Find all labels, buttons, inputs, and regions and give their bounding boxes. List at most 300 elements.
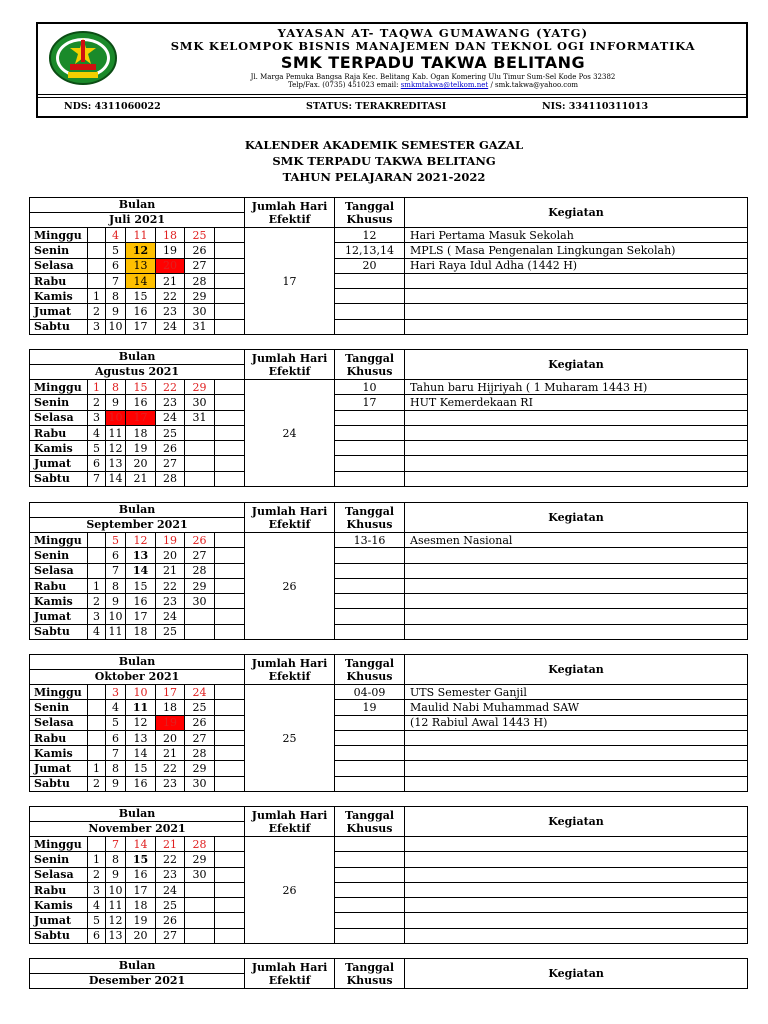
day-row [30, 273, 748, 288]
day-name: Selasa [30, 715, 88, 730]
date-cell: 5 [106, 533, 126, 548]
date-cell: 6 [88, 456, 106, 471]
day-name: Selasa [30, 867, 88, 882]
activity-text [405, 882, 748, 897]
date-cell-empty [215, 273, 245, 288]
date-cell: 20 [126, 456, 156, 471]
date-cell: 7 [88, 471, 106, 486]
month-title-cell [30, 959, 245, 989]
month-title-cell [30, 807, 245, 837]
date-cell-empty [215, 609, 245, 624]
special-date-value [335, 304, 405, 319]
special-date-label-2: Khusus [346, 517, 393, 531]
date-cell-empty [215, 746, 245, 761]
effective-days-header [245, 503, 335, 533]
special-date-value [335, 882, 405, 897]
date-cell: 14 [126, 563, 156, 578]
activity-header: Kegiatan [405, 959, 748, 989]
activity-text [405, 746, 748, 761]
special-date-value [335, 609, 405, 624]
date-cell-empty [215, 319, 245, 334]
title-line1: KALENDER AKADEMIK SEMESTER GAZAL [244, 138, 524, 152]
day-row [30, 730, 748, 745]
activity-header: Kegiatan [405, 350, 748, 380]
date-cell: 21 [156, 837, 185, 852]
date-cell: 30 [185, 304, 215, 319]
activity-text: HUT Kemerdekaan RI [405, 395, 748, 410]
activity-text: Asesmen Nasional [405, 533, 748, 548]
date-cell: 4 [88, 898, 106, 913]
date-cell-empty [215, 913, 245, 928]
date-cell: 10 [106, 319, 126, 334]
month-title-cell [30, 350, 245, 380]
effective-label-1: Jumlah Hari [251, 808, 328, 822]
day-row [30, 852, 748, 867]
effective-label-1: Jumlah Hari [251, 656, 328, 670]
special-date-value [335, 471, 405, 486]
date-cell: 28 [185, 563, 215, 578]
date-cell: 18 [156, 700, 185, 715]
special-date-header [335, 959, 405, 989]
bulan-label: Bulan [30, 198, 244, 213]
date-cell: 1 [88, 578, 106, 593]
special-date-value: 12,13,14 [335, 243, 405, 258]
date-cell: 13 [106, 456, 126, 471]
special-date-value [335, 441, 405, 456]
date-cell: 5 [106, 715, 126, 730]
month-title-cell [30, 655, 245, 685]
date-cell: 7 [106, 273, 126, 288]
effective-days-header [245, 959, 335, 989]
date-cell: 27 [185, 730, 215, 745]
email-link[interactable]: smkmtakwa@telkom.net [400, 81, 489, 89]
date-cell: 25 [185, 228, 215, 243]
date-cell: 28 [185, 746, 215, 761]
day-name: Jumat [30, 609, 88, 624]
date-cell: 3 [88, 609, 106, 624]
day-row [30, 471, 748, 486]
date-cell-empty [215, 471, 245, 486]
date-cell: 21 [126, 471, 156, 486]
date-cell: 5 [106, 243, 126, 258]
activity-text [405, 609, 748, 624]
day-name: Rabu [30, 578, 88, 593]
day-name: Minggu [30, 228, 88, 243]
date-cell: 20 [156, 548, 185, 563]
date-cell: 8 [106, 578, 126, 593]
special-date-value: 13-16 [335, 533, 405, 548]
special-date-label-1: Tanggal [345, 351, 395, 365]
date-cell: 1 [88, 289, 106, 304]
day-name: Senin [30, 700, 88, 715]
activity-text: UTS Semester Ganjil [405, 685, 748, 700]
date-cell [185, 913, 215, 928]
school-contact [126, 81, 740, 89]
date-cell: 7 [106, 563, 126, 578]
bulan-label: Bulan [30, 655, 244, 670]
month-table [29, 197, 748, 335]
date-cell-empty [215, 882, 245, 897]
special-date-value [335, 898, 405, 913]
date-cell: 5 [88, 441, 106, 456]
day-name: Selasa [30, 258, 88, 273]
date-cell: 15 [126, 852, 156, 867]
activity-text [405, 928, 748, 943]
date-cell-empty [215, 761, 245, 776]
date-cell-empty [215, 228, 245, 243]
month-table [29, 349, 748, 487]
month-name: September 2021 [86, 518, 188, 531]
date-cell: 22 [156, 578, 185, 593]
contact-email2: / smk.takwa@yahoo.com [490, 81, 579, 89]
day-row [30, 563, 748, 578]
date-cell: 12 [126, 533, 156, 548]
date-cell: 23 [156, 395, 185, 410]
month-title-cell [30, 503, 245, 533]
day-row [30, 882, 748, 897]
date-cell: 9 [106, 395, 126, 410]
date-cell-empty [215, 395, 245, 410]
date-cell: 26 [156, 913, 185, 928]
school-logo-icon [48, 30, 118, 86]
effective-days-value: 17 [245, 228, 335, 335]
month-table [29, 502, 748, 640]
date-cell: 26 [185, 243, 215, 258]
date-cell [88, 700, 106, 715]
date-cell: 21 [156, 563, 185, 578]
bulan-label: Bulan [30, 807, 244, 822]
day-name: Sabtu [30, 471, 88, 486]
activity-text [405, 441, 748, 456]
day-row [30, 380, 748, 395]
date-cell: 16 [126, 594, 156, 609]
month-title-cell [30, 198, 245, 228]
month-table [29, 806, 748, 944]
day-row [30, 533, 748, 548]
day-name: Sabtu [30, 776, 88, 791]
date-cell: 8 [106, 289, 126, 304]
special-date-value [335, 410, 405, 425]
school-name: SMK TERPADU TAKWA BELITANG [280, 53, 586, 72]
activity-text [405, 410, 748, 425]
date-cell: 21 [156, 273, 185, 288]
day-name: Senin [30, 243, 88, 258]
date-cell: 27 [185, 548, 215, 563]
special-date-value [335, 289, 405, 304]
special-date-value [335, 624, 405, 639]
date-cell-empty [215, 594, 245, 609]
day-row [30, 609, 748, 624]
special-date-value [335, 837, 405, 852]
date-cell: 10 [106, 882, 126, 897]
day-row [30, 548, 748, 563]
date-cell: 29 [185, 761, 215, 776]
date-cell: 24 [156, 882, 185, 897]
date-cell: 11 [106, 425, 126, 440]
date-cell: 25 [185, 700, 215, 715]
activity-text [405, 594, 748, 609]
day-name: Jumat [30, 456, 88, 471]
day-row [30, 776, 748, 791]
date-cell: 25 [156, 624, 185, 639]
date-cell: 3 [88, 319, 106, 334]
month-table [29, 958, 748, 989]
date-cell: 10 [106, 410, 126, 425]
activity-text [405, 761, 748, 776]
special-date-header [335, 503, 405, 533]
date-cell: 19 [126, 913, 156, 928]
effective-label-1: Jumlah Hari [251, 504, 328, 518]
activity-text: (12 Rabiul Awal 1443 H) [405, 715, 748, 730]
date-cell: 22 [156, 761, 185, 776]
contact-prefix: Telp/Fax. (0735) 451023 email: [287, 81, 399, 89]
date-cell [88, 243, 106, 258]
date-cell: 1 [88, 761, 106, 776]
date-cell-empty [215, 578, 245, 593]
date-cell: 19 [156, 715, 185, 730]
special-date-label-1: Tanggal [345, 504, 394, 518]
date-cell: 6 [106, 548, 126, 563]
date-cell: 23 [156, 594, 185, 609]
date-cell-empty [215, 410, 245, 425]
date-cell: 24 [156, 319, 185, 334]
date-cell: 2 [88, 776, 106, 791]
day-row [30, 685, 748, 700]
day-row [30, 913, 748, 928]
date-cell: 16 [126, 776, 156, 791]
effective-days-header [245, 807, 335, 837]
date-cell [185, 609, 215, 624]
date-cell: 4 [88, 624, 106, 639]
date-cell: 19 [126, 441, 156, 456]
special-date-value [335, 913, 405, 928]
date-cell: 14 [126, 837, 156, 852]
date-cell-empty [215, 441, 245, 456]
date-cell: 29 [185, 380, 215, 395]
date-cell: 20 [126, 928, 156, 943]
activity-text: Hari Pertama Masuk Sekolah [405, 228, 748, 243]
date-cell: 30 [185, 776, 215, 791]
date-cell: 23 [156, 304, 185, 319]
date-cell: 22 [156, 380, 185, 395]
date-cell: 11 [126, 228, 156, 243]
letterhead [36, 22, 748, 118]
effective-days-header [245, 350, 335, 380]
date-cell: 19 [156, 533, 185, 548]
date-cell [88, 746, 106, 761]
bulan-label: Bulan [30, 959, 244, 974]
month-header-row [30, 198, 748, 228]
effective-days-value: 25 [245, 685, 335, 792]
day-row [30, 425, 748, 440]
date-cell: 3 [88, 410, 106, 425]
date-cell: 21 [156, 746, 185, 761]
month-header-row [30, 503, 748, 533]
date-cell [185, 882, 215, 897]
special-date-value: 19 [335, 700, 405, 715]
date-cell: 16 [126, 867, 156, 882]
day-name: Sabtu [30, 928, 88, 943]
date-cell-empty [215, 837, 245, 852]
date-cell-empty [215, 533, 245, 548]
day-name: Kamis [30, 289, 88, 304]
activity-header: Kegiatan [405, 198, 748, 228]
special-date-value [335, 852, 405, 867]
date-cell: 8 [106, 852, 126, 867]
month-name: Oktober 2021 [94, 670, 180, 683]
date-cell: 10 [106, 609, 126, 624]
date-cell: 12 [106, 441, 126, 456]
effective-days-header [245, 198, 335, 228]
activity-text [405, 852, 748, 867]
date-cell [185, 425, 215, 440]
special-date-value: 04-09 [335, 685, 405, 700]
day-row [30, 319, 748, 334]
activity-text [405, 898, 748, 913]
date-cell: 15 [126, 578, 156, 593]
special-date-label-2: Khusus [346, 364, 393, 378]
letterhead-divider [38, 97, 746, 98]
activity-text [405, 456, 748, 471]
day-name: Sabtu [30, 624, 88, 639]
date-cell-empty [215, 928, 245, 943]
date-cell: 25 [156, 425, 185, 440]
date-cell: 14 [126, 273, 156, 288]
day-name: Jumat [30, 761, 88, 776]
date-cell: 14 [106, 471, 126, 486]
month-name: Juli 2021 [109, 213, 166, 226]
special-date-value [335, 715, 405, 730]
month-name: Agustus 2021 [94, 365, 180, 378]
special-date-header [335, 350, 405, 380]
month-header-row [30, 655, 748, 685]
effective-label-1: Jumlah Hari [251, 199, 328, 213]
school-ids [38, 99, 746, 116]
date-cell: 5 [88, 913, 106, 928]
date-cell: 24 [156, 410, 185, 425]
activity-header: Kegiatan [405, 503, 748, 533]
day-row [30, 258, 748, 273]
day-row [30, 700, 748, 715]
date-cell: 14 [126, 746, 156, 761]
date-cell: 6 [106, 730, 126, 745]
date-cell: 29 [185, 578, 215, 593]
date-cell: 10 [126, 685, 156, 700]
date-cell: 13 [126, 548, 156, 563]
bulan-label: Bulan [30, 350, 244, 365]
activity-text [405, 578, 748, 593]
date-cell-empty [215, 776, 245, 791]
day-name: Rabu [30, 730, 88, 745]
school-group: SMK KELOMPOK BISNIS MANAJEMEN DAN TEKNOL OGI INFORMATIKA [170, 39, 696, 53]
month-header-row [30, 959, 748, 989]
month-table [29, 654, 748, 792]
day-name: Jumat [30, 304, 88, 319]
date-cell [88, 533, 106, 548]
date-cell [88, 837, 106, 852]
date-cell [88, 548, 106, 563]
special-date-label-1: Tanggal [345, 199, 394, 213]
date-cell-empty [215, 715, 245, 730]
effective-label-1: Jumlah Hari [251, 960, 328, 974]
special-date-header [335, 655, 405, 685]
activity-text [405, 471, 748, 486]
accreditation-status: STATUS: TERAKREDITASI [306, 101, 447, 112]
date-cell: 28 [185, 273, 215, 288]
date-cell: 13 [126, 730, 156, 745]
date-cell: 9 [106, 776, 126, 791]
effective-label-2: Efektif [268, 517, 311, 531]
activity-text [405, 776, 748, 791]
day-row [30, 243, 748, 258]
effective-label-1: Jumlah Hari [251, 351, 328, 365]
date-cell-empty [215, 867, 245, 882]
special-date-header [335, 198, 405, 228]
date-cell [88, 563, 106, 578]
nds-number: NDS: 4311060022 [64, 101, 161, 112]
effective-days-header [245, 655, 335, 685]
date-cell: 4 [106, 228, 126, 243]
special-date-header [335, 807, 405, 837]
date-cell: 6 [106, 258, 126, 273]
date-cell-empty [215, 243, 245, 258]
activity-text [405, 913, 748, 928]
special-date-value [335, 273, 405, 288]
date-cell: 8 [106, 380, 126, 395]
date-cell [185, 898, 215, 913]
special-date-value [335, 456, 405, 471]
date-cell [185, 928, 215, 943]
day-name: Kamis [30, 898, 88, 913]
date-cell: 12 [126, 715, 156, 730]
date-cell-empty [215, 700, 245, 715]
day-name: Sabtu [30, 319, 88, 334]
effective-label-2: Efektif [268, 212, 311, 226]
date-cell-empty [215, 852, 245, 867]
date-cell: 16 [126, 304, 156, 319]
special-date-label-2: Khusus [346, 821, 393, 835]
date-cell: 1 [88, 852, 106, 867]
date-cell: 11 [106, 898, 126, 913]
day-row [30, 578, 748, 593]
activity-header: Kegiatan [405, 655, 748, 685]
date-cell-empty [215, 685, 245, 700]
date-cell-empty [215, 730, 245, 745]
date-cell-empty [215, 548, 245, 563]
day-name: Senin [30, 852, 88, 867]
date-cell: 13 [126, 258, 156, 273]
date-cell: 17 [126, 410, 156, 425]
date-cell: 9 [106, 594, 126, 609]
date-cell: 28 [156, 471, 185, 486]
activity-text [405, 273, 748, 288]
title-line3: TAHUN PELAJARAN 2021-2022 [282, 170, 486, 184]
special-date-value: 17 [335, 395, 405, 410]
special-date-value [335, 594, 405, 609]
day-name: Minggu [30, 685, 88, 700]
activity-text: Tahun baru Hijriyah ( 1 Muharam 1443 H) [405, 380, 748, 395]
effective-label-2: Efektif [268, 821, 311, 835]
date-cell: 27 [156, 456, 185, 471]
date-cell [185, 471, 215, 486]
date-cell: 13 [106, 928, 126, 943]
special-date-value: 10 [335, 380, 405, 395]
day-row [30, 594, 748, 609]
day-row [30, 395, 748, 410]
date-cell: 23 [156, 867, 185, 882]
day-row [30, 441, 748, 456]
date-cell: 19 [156, 243, 185, 258]
